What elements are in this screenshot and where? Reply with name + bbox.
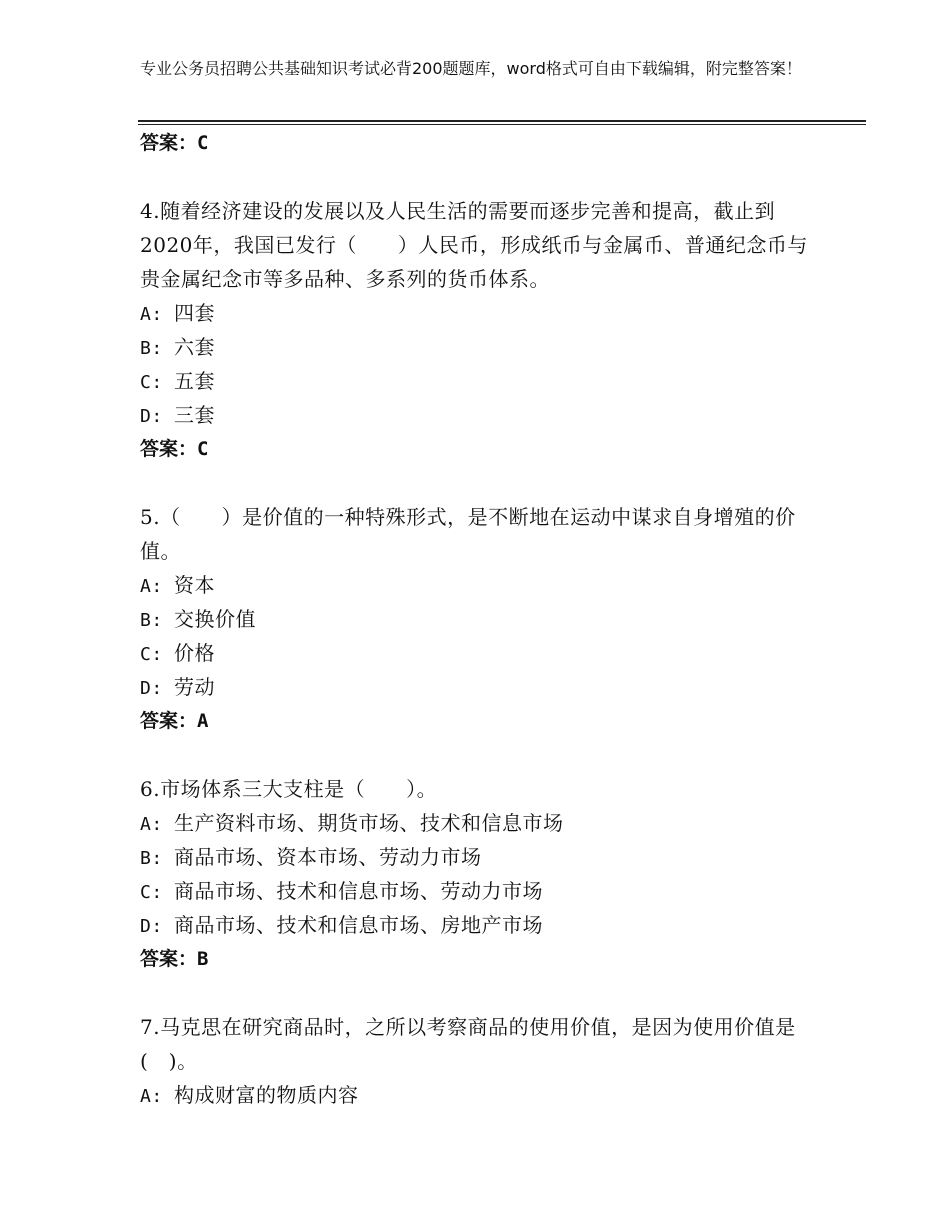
question-stem: 5.（ ）是价值的一种特殊形式，是不断地在运动中谋求自身增殖的价值。 [140,505,796,563]
option-text: 资本 [174,573,215,597]
option-letter: C: [140,882,163,903]
header-rule-thin [138,124,866,125]
option-text: 生产资料市场、期货市场、技术和信息市场 [174,811,564,835]
option-letter: B: [140,848,163,869]
option-text: 四套 [174,301,215,325]
option-letter: C: [140,644,163,665]
option-letter: B: [140,338,163,359]
option-c [140,636,820,670]
option-a [140,1078,820,1112]
question-stem: 7.马克思在研究商品时，之所以考察商品的使用价值，是因为使用价值是( )。 [140,1015,796,1073]
question-5 [140,500,820,738]
option-text: 价格 [174,641,215,665]
option-letter: A: [140,1086,163,1107]
page-header: 专业公务员招聘公共基础知识考试必背200题题库，word格式可自由下载编辑，附完整答案！ [140,59,802,78]
option-text: 劳动 [174,675,215,699]
option-a [140,806,820,840]
option-text: 商品市场、资本市场、劳动力市场 [174,845,482,869]
answer-value: A [197,710,209,732]
answer-line [140,942,820,976]
option-letter: D: [140,406,163,427]
option-d [140,398,820,432]
option-letter: A: [140,814,163,835]
answer-label: 答案： [140,132,198,154]
question-6 [140,772,820,976]
question-4 [140,194,820,466]
answer-value: B [197,948,209,970]
option-text: 商品市场、技术和信息市场、房地产市场 [174,913,543,937]
option-text: 五套 [174,369,215,393]
option-d [140,670,820,704]
header-rule-thick [138,120,866,122]
option-letter: A: [140,576,163,597]
answer-value: C [197,438,209,460]
option-text: 商品市场、技术和信息市场、劳动力市场 [174,879,543,903]
option-letter: D: [140,916,163,937]
option-letter: A: [140,304,163,325]
question-stem: 4.随着经济建设的发展以及人民生活的需要而逐步完善和提高，截止到2020年，我国已发行（ ）人民币，形成纸币与金属币、普通纪念币与贵金属纪念市等多品种、多系列的货币体系。 [140,199,808,291]
option-a [140,296,820,330]
question-list [140,126,820,1112]
option-c [140,364,820,398]
answer-label: 答案： [140,710,198,732]
option-text: 三套 [174,403,215,427]
option-text: 交换价值 [174,607,256,631]
option-letter: B: [140,610,163,631]
option-text: 六套 [174,335,215,359]
answer-line [140,126,820,160]
option-letter: C: [140,372,163,393]
option-c [140,874,820,908]
option-letter: D: [140,678,163,699]
answer-label: 答案： [140,438,198,460]
option-b [140,330,820,364]
option-text: 构成财富的物质内容 [174,1083,359,1107]
answer-line [140,432,820,466]
question-stem: 6.市场体系三大支柱是（ ）。 [140,777,438,801]
answer-value: C [197,132,209,154]
option-a [140,568,820,602]
option-d [140,908,820,942]
option-b [140,840,820,874]
answer-line [140,704,820,738]
question-7 [140,1010,820,1112]
option-b [140,602,820,636]
answer-label: 答案： [140,948,198,970]
